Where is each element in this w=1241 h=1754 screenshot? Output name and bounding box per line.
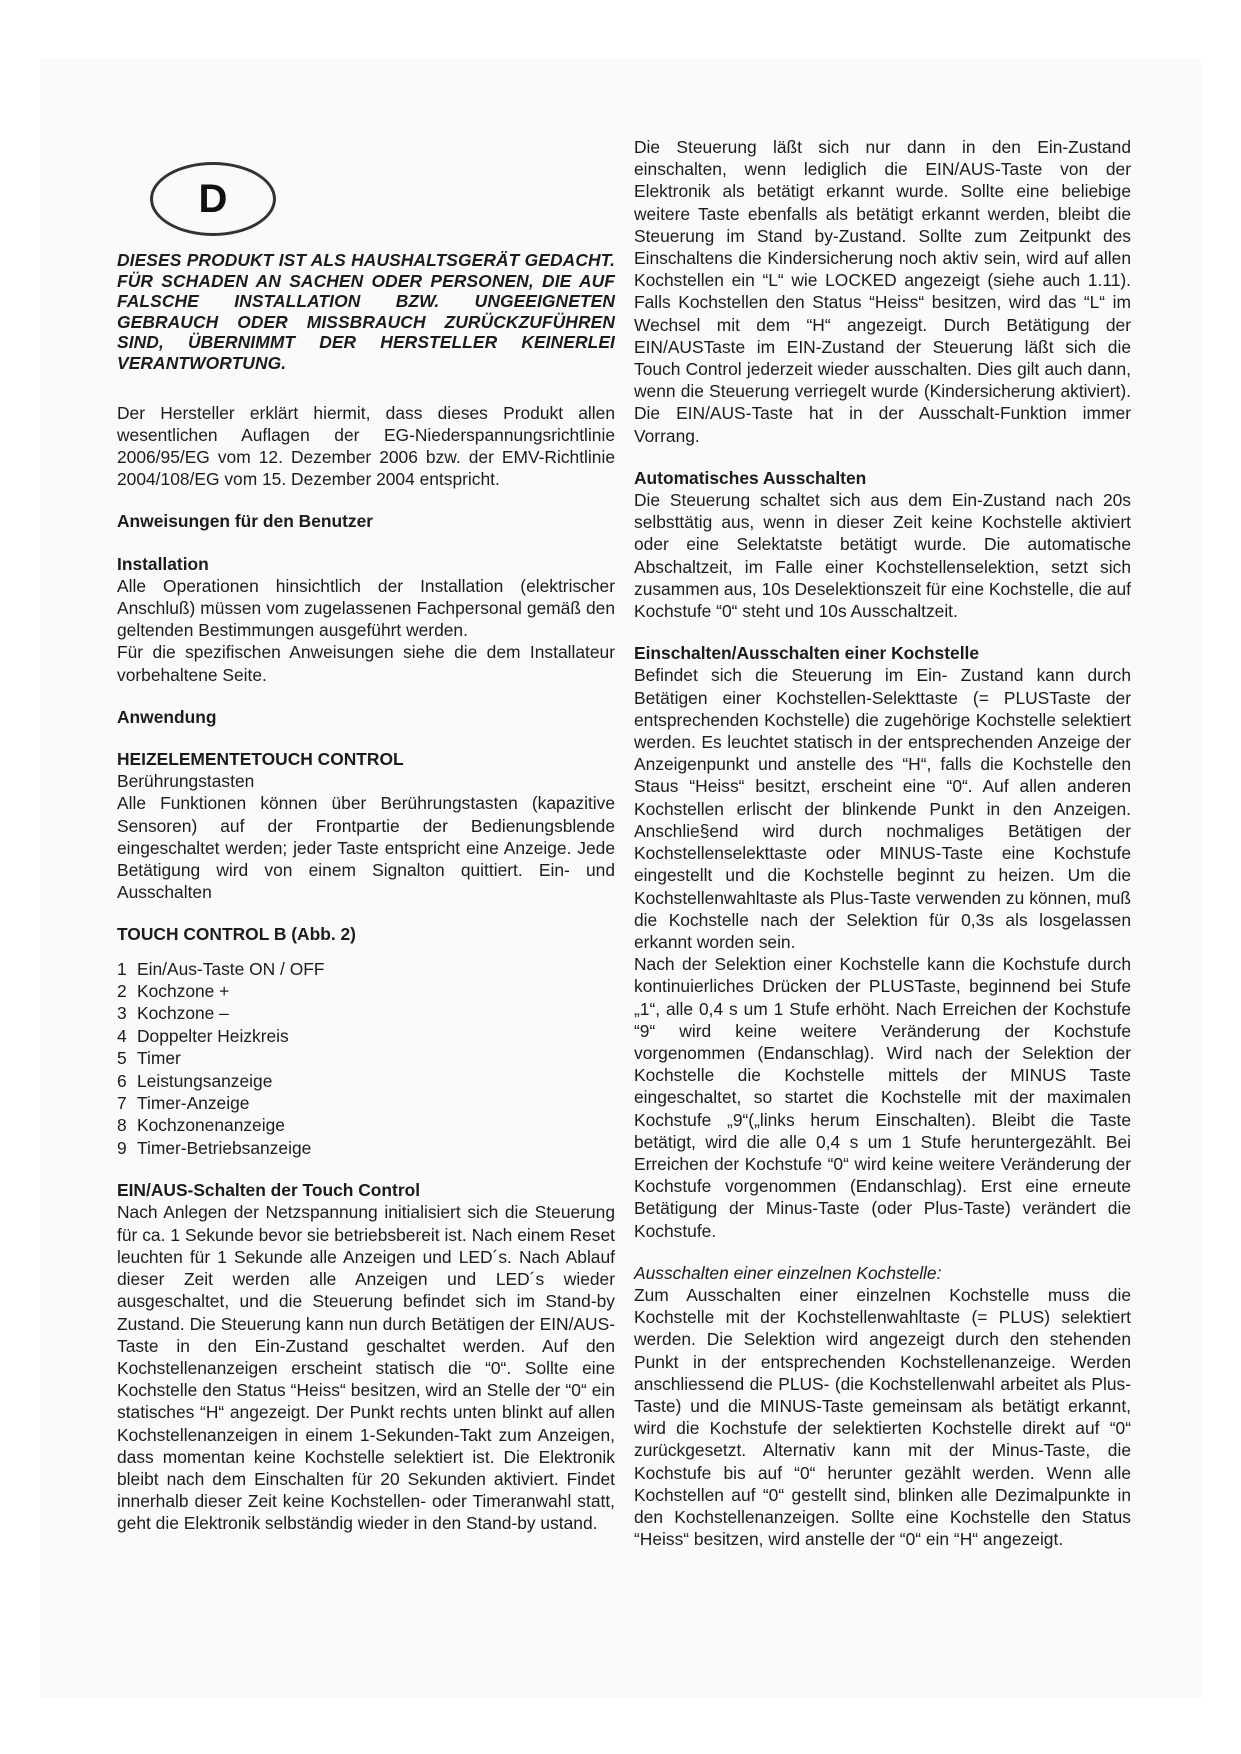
- country-badge: [150, 162, 276, 236]
- auto-off-heading: Automatisches Ausschalten: [634, 467, 867, 488]
- list-item: 8 Kochzonenanzeige: [117, 1115, 285, 1136]
- single-zone-off-text: Zum Ausschalten einer einzelnen Kochstelle muss die Kochstelle mit der Kochstellenwahltaste (= PLUS) selektiert werden. Die Selektion wird angezeigt durch den stehenden Punkt in der entsprechenden Kochstellenanzeige. Werden anschliessend die PLUS- (die Kochstellenwahl arbeitet als Plus- Taste) und die MINUS-Taste gemeinsam als betätigt erkannt, wird die Kochstufe der selektierten Kochstelle direkt auf “0“ zurückgesetzt. Alternativ kann mit der Minus-Taste, die Kochstufe bis auf “0“ herunter gezählt werden. Wenn alle Kochstellen auf “0“ gestellt sind, blinken alle Dezimalpunkte in den Kochstellenanzeigen. Sollte eine Kochstelle den Status “Heiss“ besitzen, wird anstelle der “0“ ein “H“ angezeigt.: [634, 1284, 1131, 1550]
- user-instructions-heading: Anweisungen für den Benutzer: [117, 511, 374, 532]
- installation-reference: Für die spezifischen Anweisungen siehe die dem Installateur vorbehaltene Seite.: [117, 642, 615, 685]
- switch-on-text: Die Steuerung läßt sich nur dann in den Ein-Zustand einschalten, wenn lediglich die EIN/AUS-Taste von der Elektronik als betätigt erkannt wurde. Sollte eine beliebige weitere Taste ebenfalls als betätigt erkannt werden, bleibt die Steuerung im Stand by-Zustand. Sollte zum Zeitpunkt des Einschaltens die Kindersicherung noch aktiv sein, wird auf allen Kochstellen ein “L“ wie LOCKED angezeigt (siehe auch 1.11). Falls Kochstellen den Status “Heiss“ besitzen, wird das “L“ im Wechsel mit dem “H“ angezeigt. Durch Betätigung der EIN/AUSTaste im EIN-Zustand der Steuerung läßt sich die Touch Control jederzeit wieder ausschalten. Dies gilt auch dann, wenn die Steuerung verriegelt wurde (Kindersicherung aktiviert). Die EIN/AUS-Taste hat in der Ausschalt-Funktion immer Vorrang.: [634, 137, 1131, 446]
- conformity-declaration: Der Hersteller erklärt hiermit, dass dieses Produkt allen wesentlichen Auflagen der EG-Niederspannungsrichtlinie 2006/95/EG vom 12. Dezember 2006 bzw. der EMV-Richtlinie 2004/108/EG vom 15. Dezember 2004 entspricht.: [117, 402, 615, 490]
- control-elements-list: [117, 958, 615, 1160]
- installation-text: Alle Operationen hinsichtlich der Installation (elektrischer Anschluß) müssen vom zugelassenen Fachpersonal gemäß den geltenden Bestimmungen ausgeführt werden.: [117, 575, 615, 641]
- zone-on-off-text: Befindet sich die Steuerung im Ein- Zustand kann durch Betätigen einer Kochstellen-Selekttaste (= PLUSTaste der entsprechenden Kochstelle) die zugehörige Kochstelle selektiert werden. Es leuchtet statisch in der entsprechenden Anzeige der Anzeigenpunkt und anstelle des “H“, falls die Kochstelle den Staus “Heiss“ besitzt, erscheint eine “0“. Auf allen anderen Kochstellen erlischt der blinkende Punkt in den Anzeigen. Anschlie§end wird durch nochmaliges Betätigen der Kochstellenselekttaste oder MINUS-Taste eine Kochstufe eingestellt und die Kochstelle beginnt zu heizen. Um die Kochstellenwahltaste als Plus-Taste verwenden zu können, muß die Kochstelle nach der Selektion für 0,3s als losgelassen erkannt worden sein.: [634, 665, 1131, 952]
- touch-control-heading: HEIZELEMENTETOUCH CONTROL: [117, 749, 404, 769]
- list-item: 5 Timer: [117, 1048, 181, 1069]
- country-letter: D: [198, 176, 228, 221]
- list-item: 9 Timer-Betriebsanzeige: [117, 1137, 312, 1158]
- list-item: 4 Doppelter Heizkreis: [117, 1025, 289, 1046]
- left-column: [117, 250, 615, 1535]
- right-column: [634, 136, 1131, 1550]
- zone-on-off-heading: Einschalten/Ausschalten einer Kochstelle: [634, 643, 980, 664]
- zone-level-text: Nach der Selektion einer Kochstelle kann die Kochstufe durch kontinuierliches Drücken der PLUSTaste, beginnend bei Stufe „1“, alle 0,4 s um 1 Stufe erhöht. Nach Erreichen der Kochstufe “9“ wird keine weitere Veränderung der Kochstufe vorgenommen (Endanschlag). Wird nach der Selektion der Kochstelle die Kochstelle mittels der MINUS Taste eingeschaltet, so startet die Kochstelle mit der maximalen Kochstufe „9“(„links herum Einschalten). Bleibt die Taste betätigt, wird die alle 0,4 s um 1 Stufe heruntergezählt. Bei Erreichen der Kochstufe “0“ wird keine weitere Veränderung der Kochstufe vorgenommen (Endanschlag). Erst eine erneute Betätigung der Minus-Taste (oder Plus-Taste) verändert die Kochstufe.: [634, 954, 1131, 1241]
- list-item: 3 Kochzone –: [117, 1003, 229, 1024]
- list-item: 2 Kochzone +: [117, 981, 230, 1002]
- list-item: 1 Ein/Aus-Taste ON / OFF: [117, 958, 325, 979]
- touch-keys-text: Alle Funktionen können über Berührungstasten (kapazitive Sensoren) auf der Frontpartie der Bedienungsblende eingeschaltet werden; jeder Taste entspricht eine Anzeige. Jede Betätigung wird von einem Signalton quittiert. Ein- und Ausschalten: [117, 793, 615, 903]
- list-item: 7 Timer-Anzeige: [117, 1093, 250, 1114]
- auto-off-text: Die Steuerung schaltet sich aus dem Ein-Zustand nach 20s selbsttätig aus, wenn in dieser Zeit keine Kochstelle aktiviert oder eine Selektatste betätigt wurde. Die automatische Abschaltzeit, im Falle einer Kochstellenselektion, setzt sich zusammen aus, 10s Deselektionszeit für eine Kochstelle, die auf Kochstufe “0“ steht und 10s Ausschaltzeit.: [634, 490, 1131, 622]
- on-off-heading: EIN/AUS-Schalten der Touch Control: [117, 1180, 421, 1201]
- installation-heading: Installation: [117, 553, 209, 574]
- usage-heading: Anwendung: [117, 706, 217, 727]
- safety-warning: DIESES PRODUKT IST ALS HAUSHALTSGERÄT GEDACHT. FÜR SCHADEN AN SACHEN ODER PERSONEN, DIE AUF FALSCHE INSTALLATION BZW. UNGEEIGNETEN GEBRAUCH ODER MISSBRAUCH ZURÜCKZUFÜHREN SIND, ÜBERNIMMT DER HERSTELLER KEINERLEI VERANTWORTUNG.: [117, 250, 615, 373]
- list-item: 6 Leistungsanzeige: [117, 1070, 273, 1091]
- touch-control-b-heading: TOUCH CONTROL B (Abb. 2): [117, 924, 356, 945]
- on-off-text: Nach Anlegen der Netzspannung initialisiert sich die Steuerung für ca. 1 Sekunde bevor sie betriebsbereit ist. Nach einem Reset leuchten für 1 Sekunde alle Anzeigen und LED´s. Nach Ablauf dieser Zeit werden alle Anzeigen und LED´s wieder ausgeschaltet, und die Steuerung befindet sich im Stand-by Zustand. Die Steuerung kann nun durch Betätigen der EIN/AUS-Taste in den Ein-Zustand geschaltet werden. Auf den Kochstellenanzeigen erscheint statisch die “0“. Sollte eine Kochstelle den Status “Heiss“ besitzen, wird an Stelle der “0“ ein statisches “H“ angezeigt. Der Punkt rechts unten blinkt auf allen Kochstellenanzeigen in einem 1-Sekunden-Takt zum Anzeigen, dass momentan keine Kochstelle selektiert ist. Die Elektronik bleibt nach dem Einschalten für 20 Sekunden aktiviert. Findet innerhalb dieser Zeit keine Kochstellen- oder Timeranwahl statt, geht die Elektronik selbständig wieder in den Stand-by ustand.: [117, 1202, 615, 1534]
- single-zone-off-heading: Ausschalten einer einzelnen Kochstelle:: [634, 1262, 942, 1283]
- touch-keys-subheading: Berührungstasten: [117, 771, 255, 792]
